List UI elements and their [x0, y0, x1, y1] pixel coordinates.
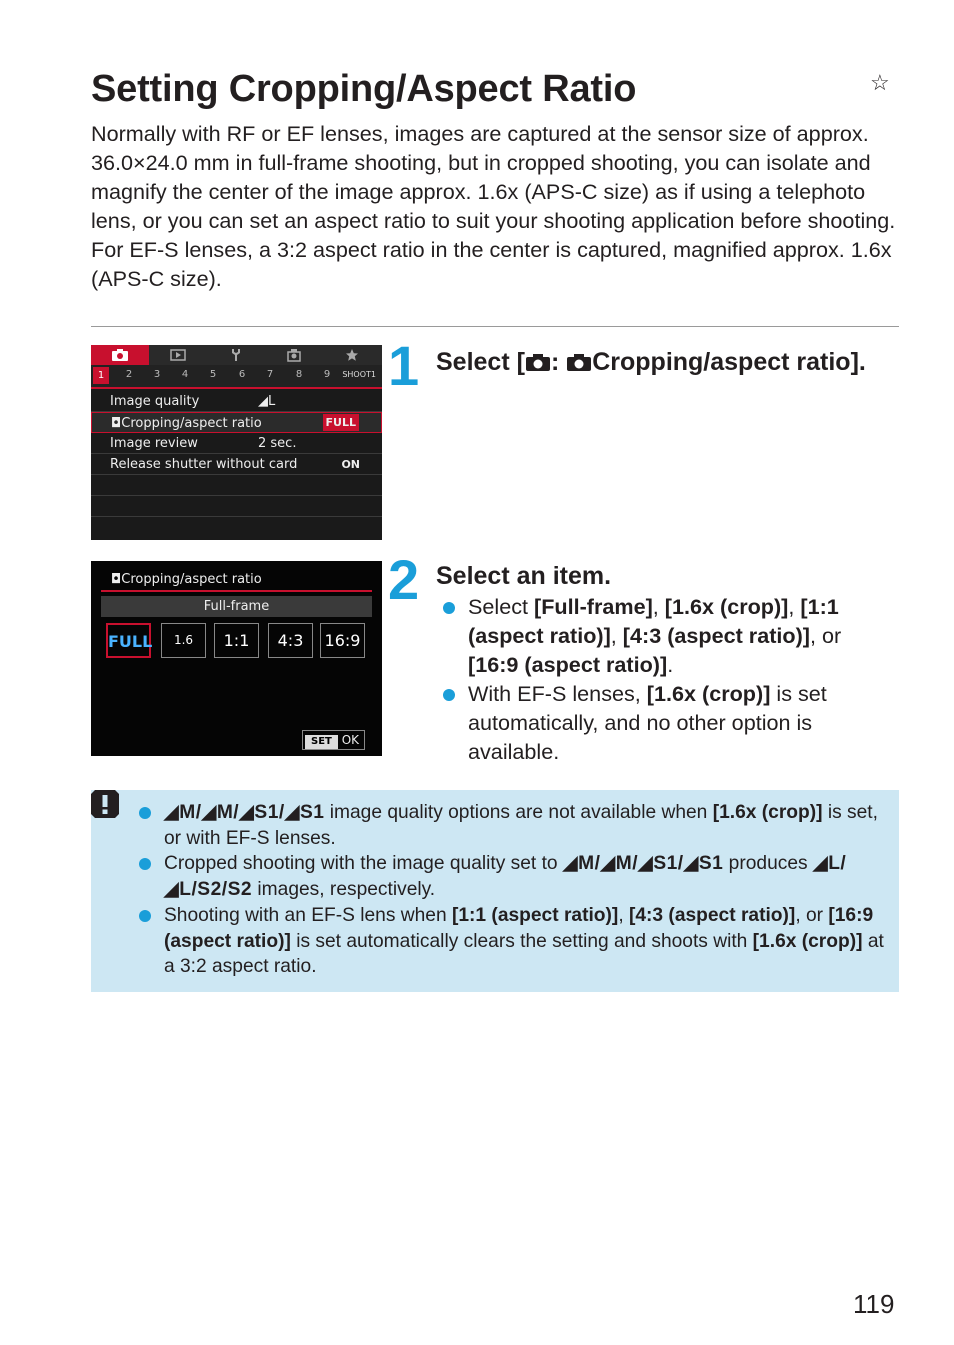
menu-row-label: Release shutter without card [110, 457, 298, 472]
text-bold: [4:3 (aspect ratio)] [628, 904, 796, 926]
set-ok-indicator [302, 730, 365, 750]
step-1-heading [436, 346, 896, 378]
list-item: Select [Full-frame], [1.6x (crop)], [1:1 (aspect ratio)], [4:3 (aspect ratio)], or [16:9 (aspect ratio)]. [436, 592, 896, 679]
menu-page-numbers [91, 365, 382, 387]
menu-page-8: 8 [295, 369, 303, 380]
star-icon: ☆ [870, 70, 890, 95]
text-bold: [1.6x (crop)] [664, 594, 789, 619]
ok-label: OK [341, 733, 360, 747]
crop-selected-label: Full-frame [101, 596, 372, 617]
option-16-9: 16:9 [320, 623, 365, 658]
menu-row-value: 2 sec. [258, 436, 297, 451]
list-item [436, 679, 896, 766]
menu-underline [91, 387, 382, 389]
quality-icons: ◢M/◢M/◢S1/◢S1 [164, 802, 325, 823]
intro-paragraph-2: For EF-S lenses, a 3:2 aspect ratio in the center is captured, magnified approx. 1.6x (APS-C size). [91, 237, 892, 291]
text: at a 3:2 aspect ratio. [164, 930, 884, 978]
menu-row-label: Image quality [110, 394, 200, 409]
playback-icon [149, 345, 207, 365]
menu-row-release-shutter [91, 454, 382, 475]
text: , or [795, 904, 829, 926]
menu-page-2: 2 [125, 369, 133, 380]
list-item: Shooting with an EF-S lens when [1:1 (aspect ratio)], [4:3 (aspect ratio)], or [16:9 (aspect ratio)] is set automatically clears the setting and shoots with [1.6x (crop)] at a 3:2 aspect ratio. [138, 903, 893, 980]
menu-row-cropping [91, 412, 382, 433]
page-title: Setting Cropping/Aspect Ratio [91, 68, 637, 110]
caution-icon [91, 790, 119, 818]
text-bold: [1.6x (crop)] [646, 681, 771, 706]
list-item [138, 800, 893, 851]
text-bold: [16:9 (aspect ratio)] [468, 652, 668, 677]
menu-row-image-review [91, 433, 382, 454]
camera-icon [91, 345, 149, 365]
step-1-heading-part: Cropping/aspect ratio]. [592, 348, 866, 376]
text: is set automatically clears the setting and shoots with [290, 930, 753, 952]
menu-tab-bar [91, 345, 382, 365]
option-4-3: 4:3 [268, 623, 313, 658]
text: , or [809, 623, 842, 648]
step-2-heading: Select an item. [436, 562, 612, 590]
step-1-heading-part: : [550, 348, 567, 376]
menu-page-6: 6 [238, 369, 246, 380]
wrench-icon [207, 345, 265, 365]
menu-page-7: 7 [266, 369, 274, 380]
menu-row-empty [91, 496, 382, 517]
menu-page-1: 1 [93, 367, 109, 384]
custom-icon [265, 345, 323, 365]
menu-row-value: ON [341, 458, 360, 471]
text: images, respectively. [252, 879, 436, 901]
intro-text [91, 119, 899, 293]
text: Shooting with an EF-S lens when [164, 904, 452, 926]
menu-page-5: 5 [209, 369, 217, 380]
text-bold: [4:3 (aspect ratio)] [622, 623, 810, 648]
step-number-1: 1 [388, 334, 420, 397]
star-icon [323, 345, 381, 365]
divider [91, 326, 899, 327]
text-bold: [1.6x (crop)] [752, 930, 863, 952]
step-number-2: 2 [388, 548, 420, 611]
menu-row-label: Image review [110, 436, 198, 451]
intro-paragraph-1: Normally with RF or EF lenses, images are captured at the sensor size of approx. 36.0×24.0 mm in full-frame shooting, but in cropped shooting, you can isolate and magnify the center of the image approx. 1.6x (APS-C size) as if using a telephoto lens, or you can set an aspect ratio to suit your shooting application before shooting. [91, 121, 896, 233]
text: is set, or with EF-S lenses. [164, 802, 878, 849]
page-number: 119 [853, 1289, 895, 1319]
text-bold: [Full-frame] [534, 594, 653, 619]
menu-row-empty [91, 475, 382, 496]
camera-icon [566, 352, 592, 372]
crop-screen-underline [101, 590, 372, 592]
text: produces [723, 853, 813, 875]
menu-page-9: 9 [323, 369, 331, 380]
step-1-heading-part: Select [ [436, 348, 525, 376]
step-2-bullets [436, 592, 896, 766]
text: With EF-S lenses, [468, 681, 647, 706]
quality-icons: ◢M/◢M/◢S1/◢S1 [562, 853, 724, 875]
text: is set automatically, and no other option is available. [468, 681, 827, 764]
set-label: SET [305, 735, 338, 749]
caution-list [138, 800, 893, 980]
text-bold: [1:1 (aspect ratio)] [468, 594, 839, 648]
option-full: FULL [106, 623, 151, 658]
menu-page-4: 4 [181, 369, 189, 380]
camera-icon [525, 352, 551, 372]
menu-row-value: ◢L [258, 394, 276, 409]
camera-menu-screenshot [91, 345, 382, 540]
quality-icons: ◢L/◢L/S2/S2 [164, 853, 847, 901]
text-bold: [1.6x (crop)] [712, 802, 823, 823]
shoot-label: SHOOT1 [342, 370, 376, 379]
crop-screen-title: ◘Cropping/aspect ratio [111, 572, 262, 587]
caution-box [91, 790, 899, 992]
option-1-1: 1:1 [214, 623, 259, 658]
menu-page-3: 3 [153, 369, 161, 380]
crop-options-screenshot [91, 561, 382, 756]
text-bold: [1:1 (aspect ratio)] [451, 904, 619, 926]
menu-row-label: ◘Cropping/aspect ratio [111, 416, 262, 431]
text: image quality options are not available when [324, 802, 713, 823]
text: Cropped shooting with the image quality set to [164, 853, 563, 875]
text: Select [468, 594, 535, 619]
option-crop-1-6: 1.6 [161, 623, 206, 658]
menu-row-value: FULL [323, 414, 359, 431]
list-item [138, 851, 893, 902]
menu-row-image-quality [91, 391, 382, 412]
text-bold: [16:9 (aspect ratio)] [164, 904, 874, 952]
